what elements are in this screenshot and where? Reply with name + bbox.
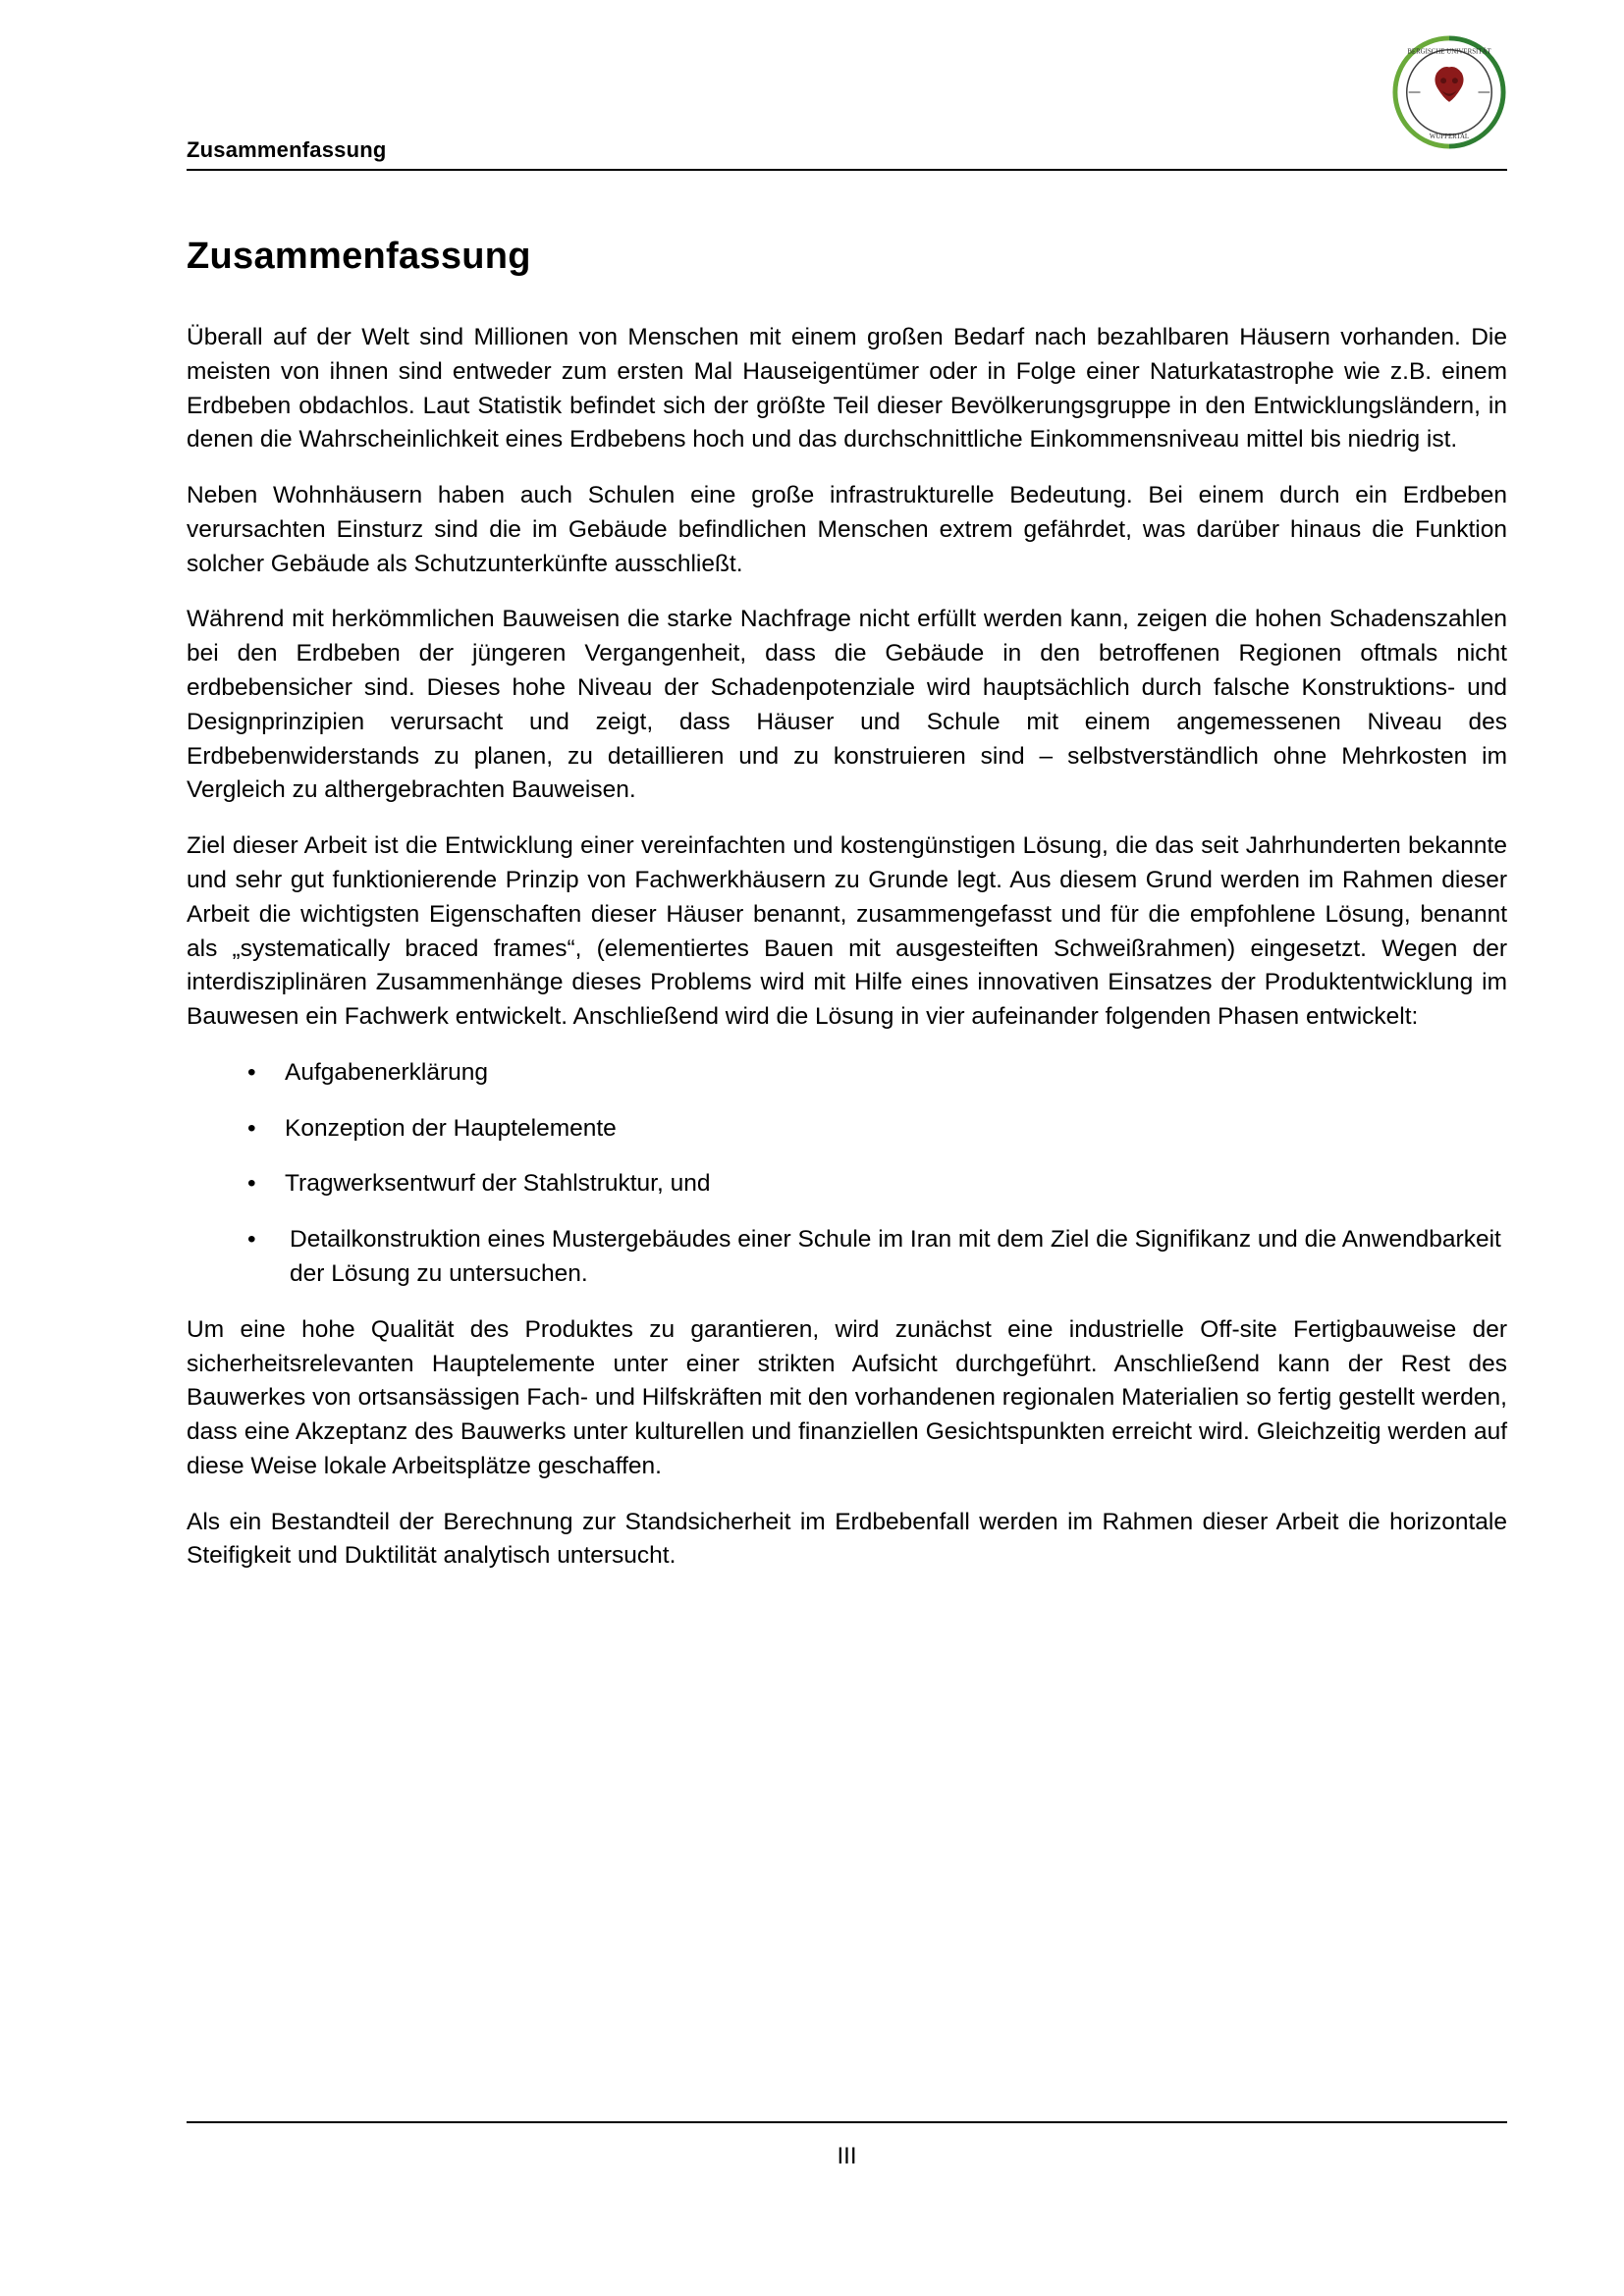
page-number: III [837, 2143, 857, 2169]
list-item-label: Detailkonstruktion eines Mustergebäudes einer Schule im Iran mit dem Ziel die Signifikanz und die Anwendbarkeit der Lösung zu untersuchen. [290, 1226, 1501, 1287]
list-item [187, 1167, 1507, 1201]
header-row [187, 108, 1507, 167]
paragraph-2: Neben Wohnhäusern haben auch Schulen eine große infrastrukturelle Bedeutung. Bei einem durch ein Erdbeben verursachten Einsturz sind die im Gebäude befindlichen Menschen extrem gefährdet, was darüber hinaus die Funktion solcher Gebäude als Schutzunterkünfte ausschließt. [187, 482, 1507, 577]
header-title: Zusammenfassung [187, 137, 387, 162]
paragraph-1: Überall auf der Welt sind Millionen von Menschen mit einem großen Bedarf nach bezahlbaren Häusern vorhanden. Die meisten von ihnen sind entweder zum ersten Mal Hauseigentümer oder in Folge einer Naturkatastrophe wie z.B. einem Erdbeben obdachlos. Laut Statistik befindet sich der größte Teil dieser Bevölkerungsgruppe in den Entwicklungsländern, in denen die Wahrscheinlichkeit eines Erdbebens hoch und das durchschnittliche Einkommensniveau mittel bis niedrig ist. [187, 324, 1507, 454]
page-footer [187, 2121, 1507, 2170]
bullet-icon: • [247, 1058, 256, 1086]
header-divider [187, 169, 1507, 171]
list-item-label: Konzeption der Hauptelemente [285, 1114, 617, 1142]
phases-list [187, 1056, 1507, 1292]
list-item-label: Aufgabenerklärung [285, 1058, 489, 1086]
bergische-universitaet-wuppertal-seal-icon [1391, 34, 1507, 150]
document-body [187, 236, 1507, 1595]
list-item-label: Tragwerksentwurf der Stahlstruktur, und [285, 1170, 711, 1198]
bullet-icon: • [247, 1114, 256, 1142]
list-item [187, 1112, 1507, 1147]
list-item [187, 1056, 1507, 1091]
paragraph-3: Während mit herkömmlichen Bauweisen die starke Nachfrage nicht erfüllt werden kann, zeigen die hohen Schadenszahlen bei den Erdbeben der jüngeren Vergangenheit, dass die Gebäude in den betroffenen Regionen oftmals nicht erdbebensicher sind. Dieses hohe Niveau der Schadenpotenziale wird hauptsächlich durch falsche Konstruktions- und Designprinzipien verursacht und zeigt, dass Häuser und Schule mit einem angemessenen Niveau des Erdbebenwiderstands zu planen, zu detaillieren und zu konstruieren sind – selbstverständlich ohne Mehrkosten im Vergleich zu althergebrachten Bauweisen. [187, 606, 1507, 804]
bullet-icon: • [247, 1170, 256, 1198]
list-item [187, 1223, 1507, 1292]
footer-divider [187, 2121, 1507, 2123]
page-title: Zusammenfassung [187, 236, 531, 277]
paragraph-4: Ziel dieser Arbeit ist die Entwicklung einer vereinfachten und kostengünstigen Lösung, die das seit Jahrhunderten bekannte und sehr gut funktionierende Prinzip von Fachwerkhäusern zu Grunde legt. Aus diesem Grund werden im Rahmen dieser Arbeit die wichtigsten Eigenschaften dieser Häuser benannt, zusammengefasst und für die empfohlene Lösung, benannt als „systematically braced frames“, (elementiertes Bauen mit ausgesteiften Schweißrahmen) eingesetzt. Wegen der interdisziplinären Zusammenhänge dieses Problems wird mit Hilfe eines innovativen Einsatzes der Produktentwicklung im Bauwesen ein Fachwerk entwickelt. Anschließend wird die Lösung in vier aufeinander folgenden Phasen entwickelt: [187, 832, 1507, 1031]
svg-text:WUPPERTAL: WUPPERTAL [1429, 133, 1470, 141]
svg-text:BERGISCHE UNIVERSITÄT: BERGISCHE UNIVERSITÄT [1407, 48, 1491, 56]
paragraph-5: Um eine hohe Qualität des Produktes zu garantieren, wird zunächst eine industrielle Off-site Fertigbauweise der sicherheitsrelevanten Hauptelemente unter einer strikten Aufsicht durchgeführt. Anschließend kann der Rest des Bauwerkes von ortsansässigen Fach- und Hilfskräften mit den vorhandenen regionalen Materialien so fertig gestellt werden, dass eine Akzeptanz des Bauwerks unter kulturellen und finanziellen Gesichtspunkten erreicht wird. Gleichzeitig werden auf diese Weise lokale Arbeitsplätze geschaffen. [187, 1315, 1507, 1479]
paragraph-6: Als ein Bestandteil der Berechnung zur Standsicherheit im Erdbebenfall werden im Rahmen dieser Arbeit die horizontale Steifigkeit und Duktilität analytisch untersucht. [187, 1508, 1507, 1570]
bullet-icon: • [247, 1226, 256, 1254]
page-header [187, 48, 1507, 171]
